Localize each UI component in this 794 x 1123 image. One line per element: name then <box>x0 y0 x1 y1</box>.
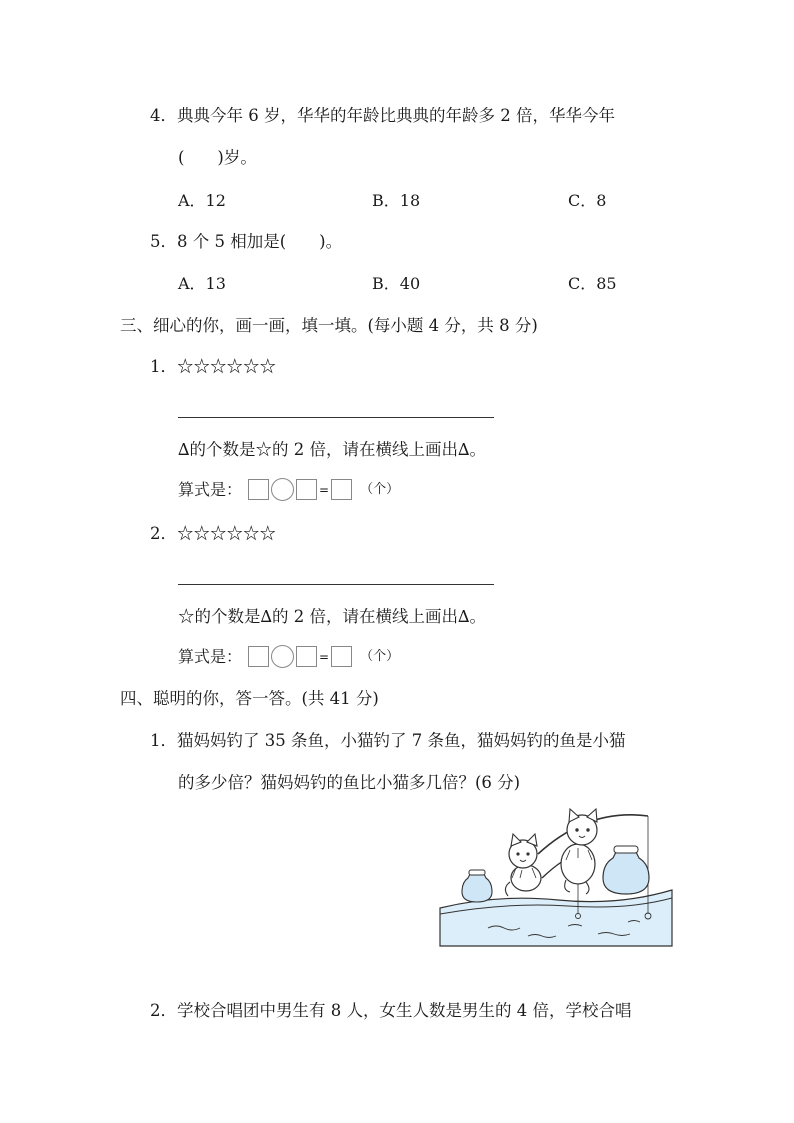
s3-p2-formula <box>178 645 399 668</box>
s3-p2-box-3[interactable] <box>331 646 352 667</box>
fishing-cats-illustration <box>438 808 674 948</box>
s3-p1-box-2[interactable] <box>296 479 317 500</box>
q5-option-c[interactable]: C．85 <box>568 274 617 293</box>
q5-option-b[interactable]: B．40 <box>372 274 421 293</box>
q5-line1: 5．8 个 5 相加是( )。 <box>150 232 343 251</box>
s3-p1-box-1[interactable] <box>248 479 269 500</box>
s3-p1-instruction: ∆的个数是☆的 2 倍，请在横线上画出∆。 <box>178 440 487 459</box>
s4-q1-line2: 的多少倍？猫妈妈钓的鱼比小猫多几倍？(6 分) <box>178 773 521 792</box>
q4-option-c[interactable]: C．8 <box>568 191 607 210</box>
s3-p1-formula <box>178 478 399 501</box>
q4-line1: 4．典典今年 6 岁，华华的年龄比典典的年龄多 2 倍，华华今年 <box>150 106 615 125</box>
s3-p1-answer-line[interactable] <box>178 417 494 418</box>
s3-p1-stars: 1．☆☆☆☆☆☆ <box>150 357 276 376</box>
s4-q2-line1: 2．学校合唱团中男生有 8 人，女生人数是男生的 4 倍，学校合唱 <box>150 1001 632 1020</box>
q4-option-a[interactable]: A．12 <box>178 191 226 210</box>
s3-p1-unit: （个） <box>360 482 400 497</box>
q4-option-b[interactable]: B．18 <box>372 191 421 210</box>
section4-title: 四、聪明的你，答一答。(共 41 分) <box>120 689 379 708</box>
section3-title: 三、细心的你，画一画，填一填。(每小题 4 分，共 8 分) <box>120 316 538 335</box>
s3-p1-operator-circle[interactable] <box>271 478 294 501</box>
s3-p2-equals: = <box>319 649 330 664</box>
s4-q1-line1: 1．猫妈妈钓了 35 条鱼，小猫钓了 7 条鱼，猫妈妈钓的鱼是小猫 <box>150 731 626 750</box>
s3-p2-stars: 2．☆☆☆☆☆☆ <box>150 524 276 543</box>
s3-p1-formula-label: 算式是： <box>178 479 243 499</box>
s3-p2-formula-label: 算式是： <box>178 646 243 666</box>
s3-p2-instruction: ☆的个数是∆的 2 倍，请在横线上画出∆。 <box>178 607 487 626</box>
s3-p2-box-2[interactable] <box>296 646 317 667</box>
q4-line2: ( )岁。 <box>178 148 257 167</box>
s3-p2-operator-circle[interactable] <box>271 645 294 668</box>
s3-p1-equals: = <box>319 482 330 497</box>
s3-p1-box-3[interactable] <box>331 479 352 500</box>
s3-p2-unit: （个） <box>360 649 400 664</box>
q5-option-a[interactable]: A．13 <box>178 274 226 293</box>
s3-p2-box-1[interactable] <box>248 646 269 667</box>
s3-p2-answer-line[interactable] <box>178 584 494 585</box>
